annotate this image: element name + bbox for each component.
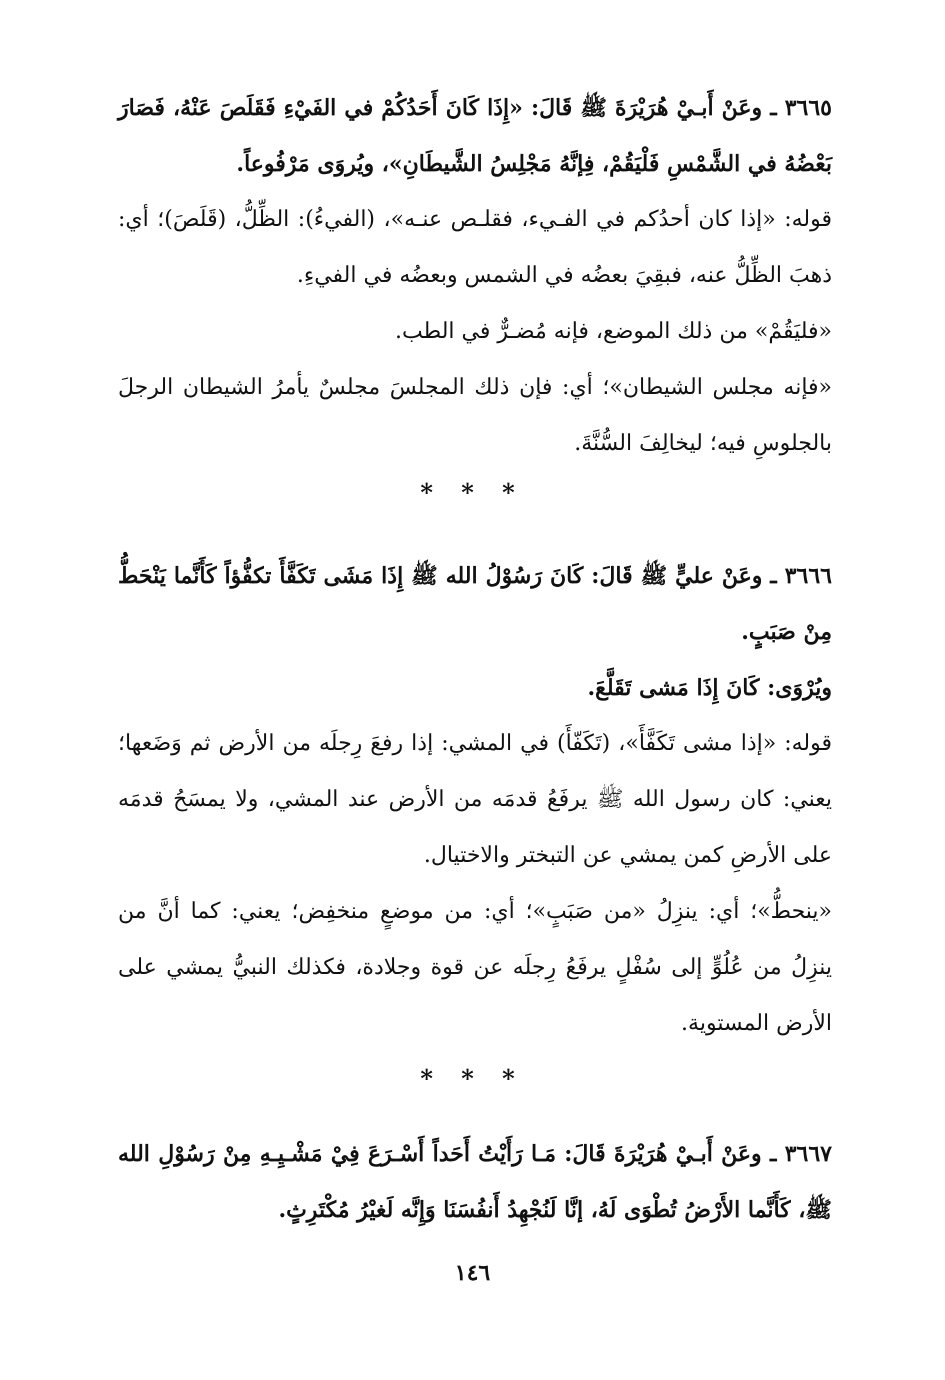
hadith-3667-text: ٣٦٦٧ ـ وعَنْ أَبـيْ هُرَيْرَةَ قَالَ: مَـا رَأَيْتُ أَحَداً أَسْـرَعَ فِيْ مَشْـيِـهِ مِنْ رَسُوْلِ الله ﷺ، كَأَنَّما الأَرْضُ تُطْوَى لَهُ، إنَّا لَنُجْهِدُ أَنفُسَنَا وَإِنَّه لَغيْرُ مُكْتَرِثٍ. xyxy=(118,1141,832,1223)
section-separator: * * * xyxy=(420,1064,525,1093)
hadith-3665-text: ٣٦٦٥ ـ وعَنْ أَبـيْ هُرَيْرَةَ ﷺ قَالَ: «إِذَا كَانَ أَحَدُكُمْ في الفَيْءِ فَقَلَصَ عَنْهُ، فَصَارَ بَعْضُهُ في الشَّمْسِ فَلْيَقُمْ، فِإنَّهُ مَجْلِسُ الشَّيطَانِ»، ويُروَى مَرْفُوعاً. xyxy=(118,95,832,177)
hadith-3666-commentary-1: قوله: «إذا مشى تَكَفَّأَ»، (تَكَفّأَ) في المشي: إذا رفعَ رِجلَه من الأرض ثم وَضَعها؛ يعني: كان رسول الله ﷺ يرفَعُ قدمَه من الأرض عند المشي، ولا يمسَحُ قدمَه على الأرضِ كمن يمشي عن التبختر والاختيال. xyxy=(118,731,833,868)
hadith-3665-commentary-1: قوله: «إذا كان أحدُكم في الفـيء، فقلـص عنـه»، (الفيءُ): الظِّلُّ، (قَلَصَ)؛ أي: ذهبَ الظِّلُّ عنه، فبقِيَ بعضُه في الشمس وبعضُه في الفيءِ. xyxy=(118,207,832,288)
hadith-3666-commentary-2: «ينحطُّ»؛ أي: ينزِلُ «من صَبَبٍ»؛ أي: من موضعٍ منخفِض؛ يعني: كما أنَّ من ينزِلُ من عُلُوٍّ إلى سُفْلٍ يرفَعُ رِجلَه عن قوة وجلادة، فكذلك النبيُّ يمشي على الأرض المستوية. xyxy=(118,899,832,1036)
page-number: ١٤٦ xyxy=(454,1260,491,1286)
hadith-3665-commentary-3: «فإنه مجلس الشيطان»؛ أي: فإن ذلك المجلسَ مجلسٌ يأمرُ الشيطان الرجلَ بالجلوسِ فيه؛ ليخالِفَ السُّنَّةَ. xyxy=(118,375,832,456)
hadith-3666-variant: ويُرْوَى: كَانَ إِذَا مَشى تَقَلَّعَ. xyxy=(587,675,832,701)
hadith-3665-commentary-2: «فليَقُمْ» من ذلك الموضع، فإنه مُضـرٌّ في الطب. xyxy=(395,319,832,344)
hadith-3666-text: ٣٦٦٦ ـ وعَنْ عليٍّ ﷺ قَالَ: كَانَ رَسُوْلُ الله ﷺ إِذَا مَشَى تَكَفَّأَ تكفُّؤاً كَأَنَّما يَنْحَطُّ مِنْ صَبَبٍ. xyxy=(118,563,832,645)
section-separator: * * * xyxy=(420,478,525,507)
